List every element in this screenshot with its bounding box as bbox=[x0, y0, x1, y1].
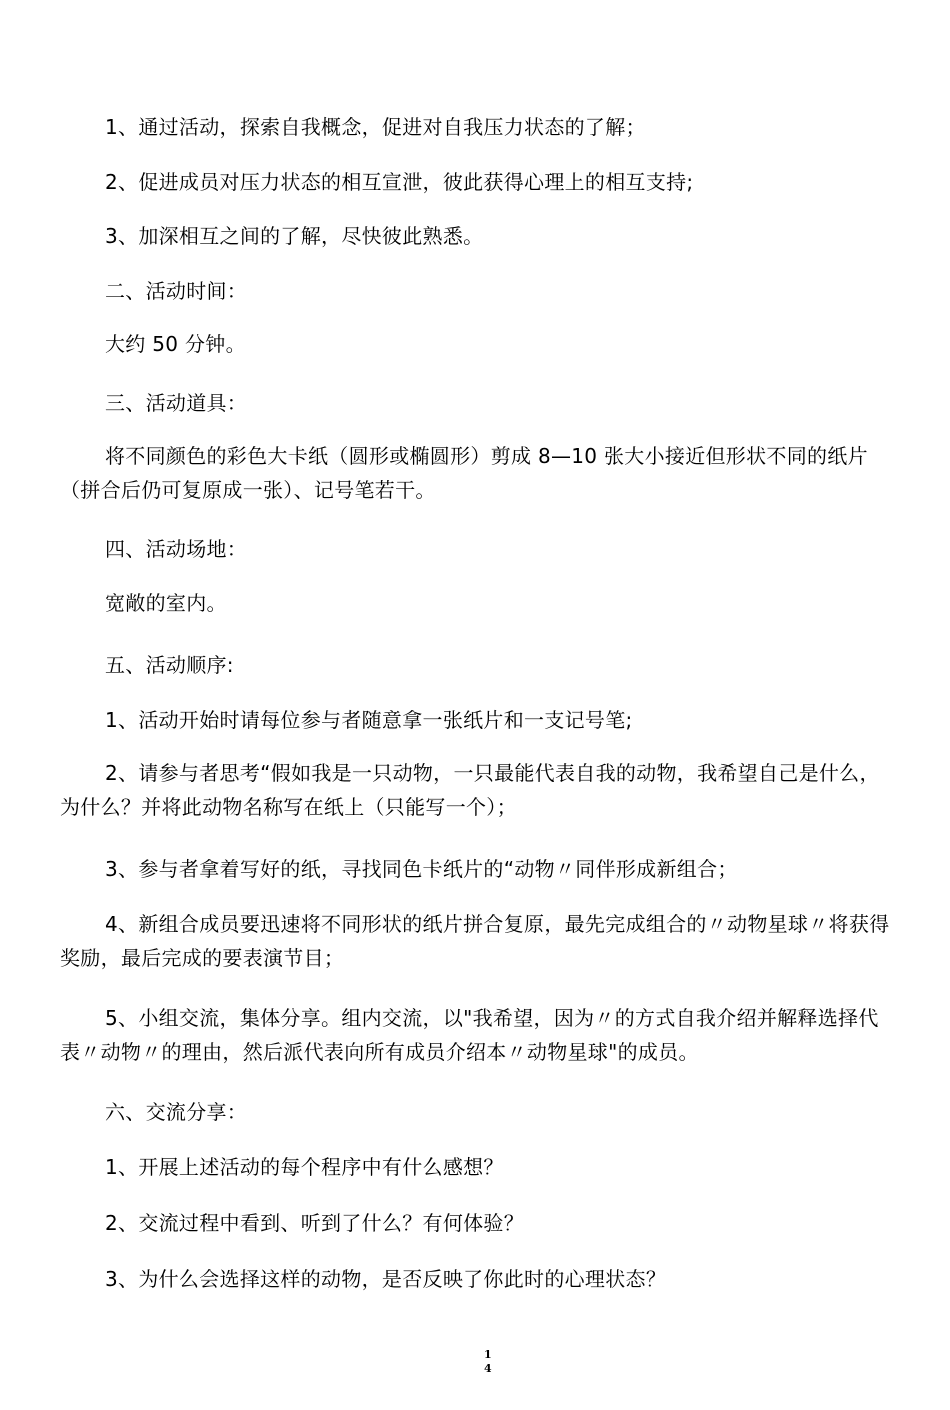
page-number-top: 1 bbox=[484, 1348, 492, 1361]
section-heading-venue: 四、活动场地： bbox=[105, 537, 248, 561]
page-number bbox=[470, 1348, 510, 1376]
goal-item-3: 3、加深相互之间的了解，尽快彼此熟悉。 bbox=[105, 224, 484, 248]
sharing-item-2: 2、交流过程中看到、听到了什么？有何体验？ bbox=[105, 1211, 525, 1235]
procedure-item-4: 4、新组合成员要迅速将不同形状的纸片拼合复原，最先完成组合的〃动物星球〃将获得奖励，最后完成的要表演节目； bbox=[60, 912, 890, 970]
section-heading-time: 二、活动时间： bbox=[105, 279, 248, 303]
section-heading-procedure: 五、活动顺序: bbox=[105, 653, 234, 677]
time-text: 大约 50 分钟。 bbox=[105, 332, 246, 356]
goal-item-1: 1、通过活动，探索自我概念，促进对自我压力状态的了解； bbox=[105, 115, 646, 139]
procedure-item-5: 5、小组交流，集体分享。组内交流，以"我希望，因为〃的方式自我介绍并解释选择代表〃动物〃的理由，然后派代表向所有成员介绍本〃动物星球"的成员。 bbox=[60, 1006, 879, 1064]
procedure-item-1: 1、活动开始时请每位参与者随意拿一张纸片和一支记号笔; bbox=[105, 708, 633, 732]
goal-item-2: 2、促进成员对压力状态的相互宣泄，彼此获得心理上的相互支持; bbox=[105, 170, 694, 194]
props-text: 将不同颜色的彩色大卡纸（圆形或椭圆形）剪成 8—10 张大小接近但形状不同的纸片（拼合后仍可复原成一张）、记号笔若干。 bbox=[60, 444, 868, 502]
sharing-item-1: 1、开展上述活动的每个程序中有什么感想？ bbox=[105, 1155, 504, 1179]
page-number-bottom: 4 bbox=[484, 1362, 492, 1375]
sharing-item-3: 3、为什么会选择这样的动物，是否反映了你此时的心理状态？ bbox=[105, 1267, 667, 1291]
venue-text: 宽敞的室内。 bbox=[105, 591, 227, 615]
section-heading-sharing: 六、交流分享： bbox=[105, 1100, 248, 1124]
procedure-item-3: 3、参与者拿着写好的纸，寻找同色卡纸片的“动物〃同伴形成新组合； bbox=[105, 857, 738, 881]
section-heading-props: 三、活动道具： bbox=[105, 391, 248, 415]
procedure-item-2: 2、请参与者思考“假如我是一只动物，一只最能代表自我的动物，我希望自己是什么，为什么？并将此动物名称写在纸上（只能写一个）； bbox=[60, 761, 880, 819]
